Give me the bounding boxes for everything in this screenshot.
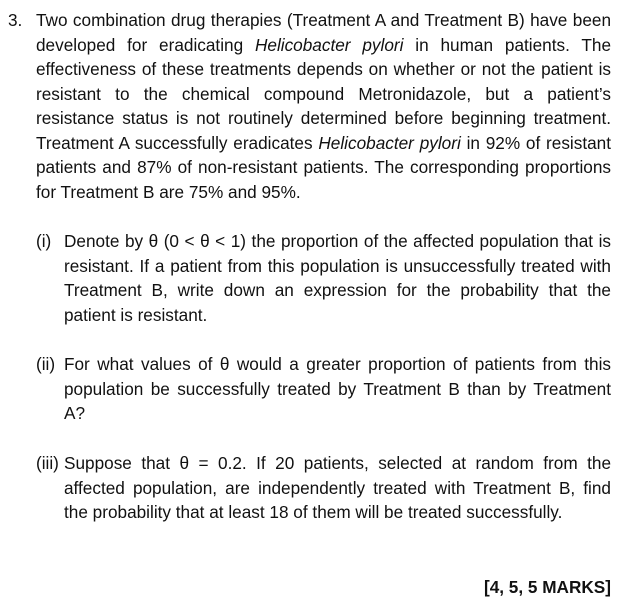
sub-question-i [36, 229, 611, 327]
sub-question-label: (ii) [36, 354, 56, 374]
intro-text-3: in 92% of resistant patients and 87% of non-resistant patients. The corresponding proportions for Treatment B are 75% and 95%. [36, 132, 612, 202]
intro-text-2: in human patients. The effectiveness of these treatments depends on whether or not the patient is resistant to the chemical compound Metronidazole, but a patient’s resistance status is not routinely determined before beginning treatment. Treatment A successfully eradicates [36, 34, 611, 153]
sub-question-text: Denote by θ (0 < θ < 1) the proportion of the affected population that is resistant. If a patient from this population is unsuccessfully treated with Treatment B, write down an expression for the probability that the patient is resistant. [64, 231, 611, 325]
sub-question-label: (i) [36, 231, 52, 251]
question-number: 3. [8, 10, 23, 30]
species-name-1: Helicobacter pylori [254, 34, 404, 55]
intro-text-1: Two combination drug therapies (Treatment A and Treatment B) have been developed for eradicating [36, 10, 611, 55]
marks-allocation: [4, 5, 5 MARKS] [483, 577, 611, 597]
sub-question-text: Suppose that θ = 0.2. If 20 patients, selected at random from the affected population, are independently treated with Treatment B, find the probability that at least 18 of them will be treated successfully. [64, 453, 611, 522]
sub-question-text: For what values of θ would a greater proportion of patients from this population be successfully treated by Treatment B than by Treatment A? [64, 354, 611, 423]
question-intro [36, 8, 611, 204]
sub-question-iii [36, 451, 611, 525]
sub-question-label: (iii) [36, 453, 59, 473]
species-name-2: Helicobacter pylori [318, 132, 461, 153]
sub-question-ii [36, 352, 611, 426]
